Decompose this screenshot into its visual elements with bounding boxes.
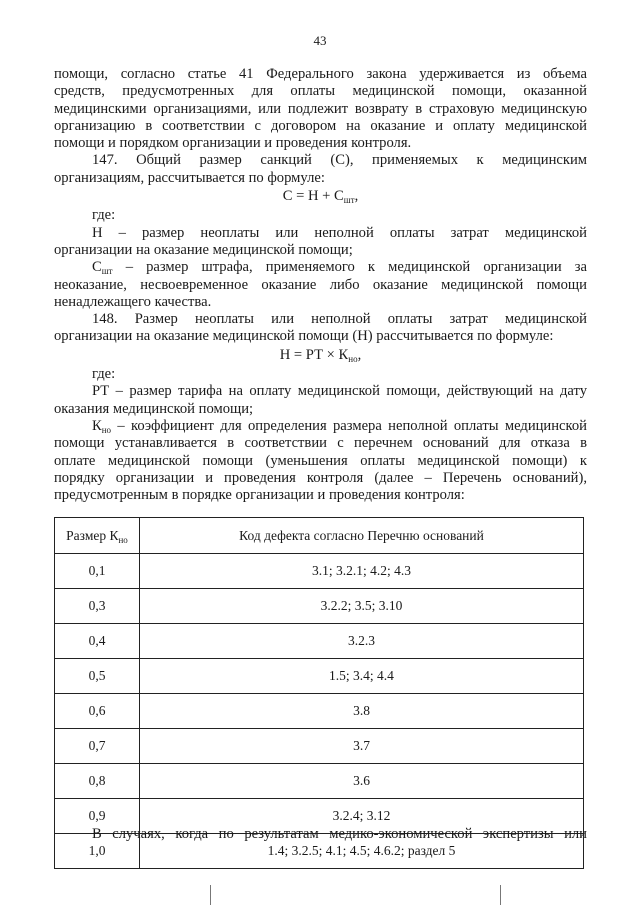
defect-codes-cell: 3.2.4; 3.12: [140, 799, 584, 834]
defect-codes-cell: 1.4; 3.2.5; 4.1; 4.5; 4.6.2; раздел 5: [140, 834, 584, 869]
table-body: [55, 554, 584, 869]
definition-k-line: порядку организации и проведения контроля (далее – Перечень оснований),: [54, 469, 587, 486]
defect-codes-cell: 3.1; 3.2.1; 4.2; 4.3: [140, 554, 584, 589]
closing-line: В случаях, когда по результатам медико-экономической экспертизы или: [92, 826, 587, 842]
defect-codes-cell: 3.2.2; 3.5; 3.10: [140, 589, 584, 624]
binding-mark: [210, 885, 211, 905]
paragraph-line: организацию в соответствии с договором на оказание и оплату медицинской: [54, 117, 587, 134]
definition-k-line: $К_{но}$ – коэффициент для определения размера неполной оплаты медицинской: [92, 417, 587, 435]
clause-148-line: 148. Размер неоплаты или неполной оплаты затрат медицинской: [92, 311, 587, 328]
defect-codes-cell: 3.6: [140, 764, 584, 799]
definition-rt-line: оказания медицинской помощи;: [54, 400, 254, 417]
where-label: где:: [92, 207, 116, 224]
table-row: [55, 589, 584, 624]
paragraph-line: помощи и порядком организации и проведения контроля.: [54, 135, 412, 152]
coefficient-cell: 0,1: [55, 554, 140, 589]
formula-sanctions: $С = Н + С_{шт}$,: [282, 188, 359, 206]
table-row: [55, 729, 584, 764]
definition-c-line: ненадлежащего качества.: [54, 293, 212, 310]
definition-c-line: $С_{шт}$ – размер штрафа, применяемого к медицинской организации за: [92, 259, 587, 277]
paragraph-line: средств, предусмотренных для оплаты медицинской помощи, оказанной: [54, 83, 587, 100]
binding-mark: [500, 885, 501, 905]
clause-148-line: организации на оказание медицинской помощи (Н) рассчитывается по формуле:: [54, 328, 554, 345]
coefficient-cell: 0,8: [55, 764, 140, 799]
coefficient-table: [54, 517, 584, 869]
page-number: 43: [313, 33, 327, 48]
defect-codes-cell: 3.7: [140, 729, 584, 764]
table-row: [55, 764, 584, 799]
paragraph-line: помощи, согласно статье 41 Федерального закона удерживается из объема: [54, 66, 587, 82]
defect-codes-cell: 3.2.3: [140, 624, 584, 659]
clause-147-line: организациям, рассчитывается по формуле:: [54, 169, 325, 186]
coefficient-cell: 1,0: [55, 834, 140, 869]
header-defect-code: Код дефекта согласно Перечню оснований: [140, 518, 584, 554]
coefficient-cell: 0,7: [55, 729, 140, 764]
clause-147-line: 147. Общий размер санкций (С), применяемых к медицинским: [92, 152, 587, 169]
table-row: [55, 659, 584, 694]
defect-codes-cell: 3.8: [140, 694, 584, 729]
definition-h-line: организации на оказание медицинской помощи;: [54, 241, 353, 258]
definition-k-line: оплате медицинской помощи (уменьшения оплаты медицинской помощи) к: [54, 452, 587, 469]
defect-codes-cell: 1.5; 3.4; 4.4: [140, 659, 584, 694]
paragraph-line: медицинскими организациями, или подлежит возврату в страховую медицинскую: [54, 100, 587, 117]
definition-h-line: Н – размер неоплаты или неполной оплаты затрат медицинской: [92, 224, 587, 241]
coefficient-cell: 0,6: [55, 694, 140, 729]
header-coefficient: Размер $К_{но}$: [55, 518, 140, 554]
table-row: [55, 554, 584, 589]
coefficient-cell: 0,4: [55, 624, 140, 659]
table-header-row: [55, 518, 584, 554]
table-row: [55, 694, 584, 729]
formula-nonpayment: Н = РТ × $К_{но}$,: [279, 346, 362, 364]
definition-rt-line: РТ – размер тарифа на оплату медицинской помощи, действующий на дату: [92, 383, 587, 400]
document-body: [54, 66, 587, 504]
coefficient-cell: 0,5: [55, 659, 140, 694]
definition-k-line: предусмотренным в порядке организации и проведения контроля:: [54, 487, 465, 504]
coefficient-cell: 0,3: [55, 589, 140, 624]
where-label: где:: [92, 366, 116, 383]
table-row: [55, 624, 584, 659]
definition-k-line: помощи устанавливается в соответствии с перечнем оснований для отказа в: [54, 435, 587, 452]
coefficient-cell: 0,9: [55, 799, 140, 834]
definition-c-line: неоказание, несвоевременное оказание либо оказание медицинской помощи: [54, 276, 587, 293]
